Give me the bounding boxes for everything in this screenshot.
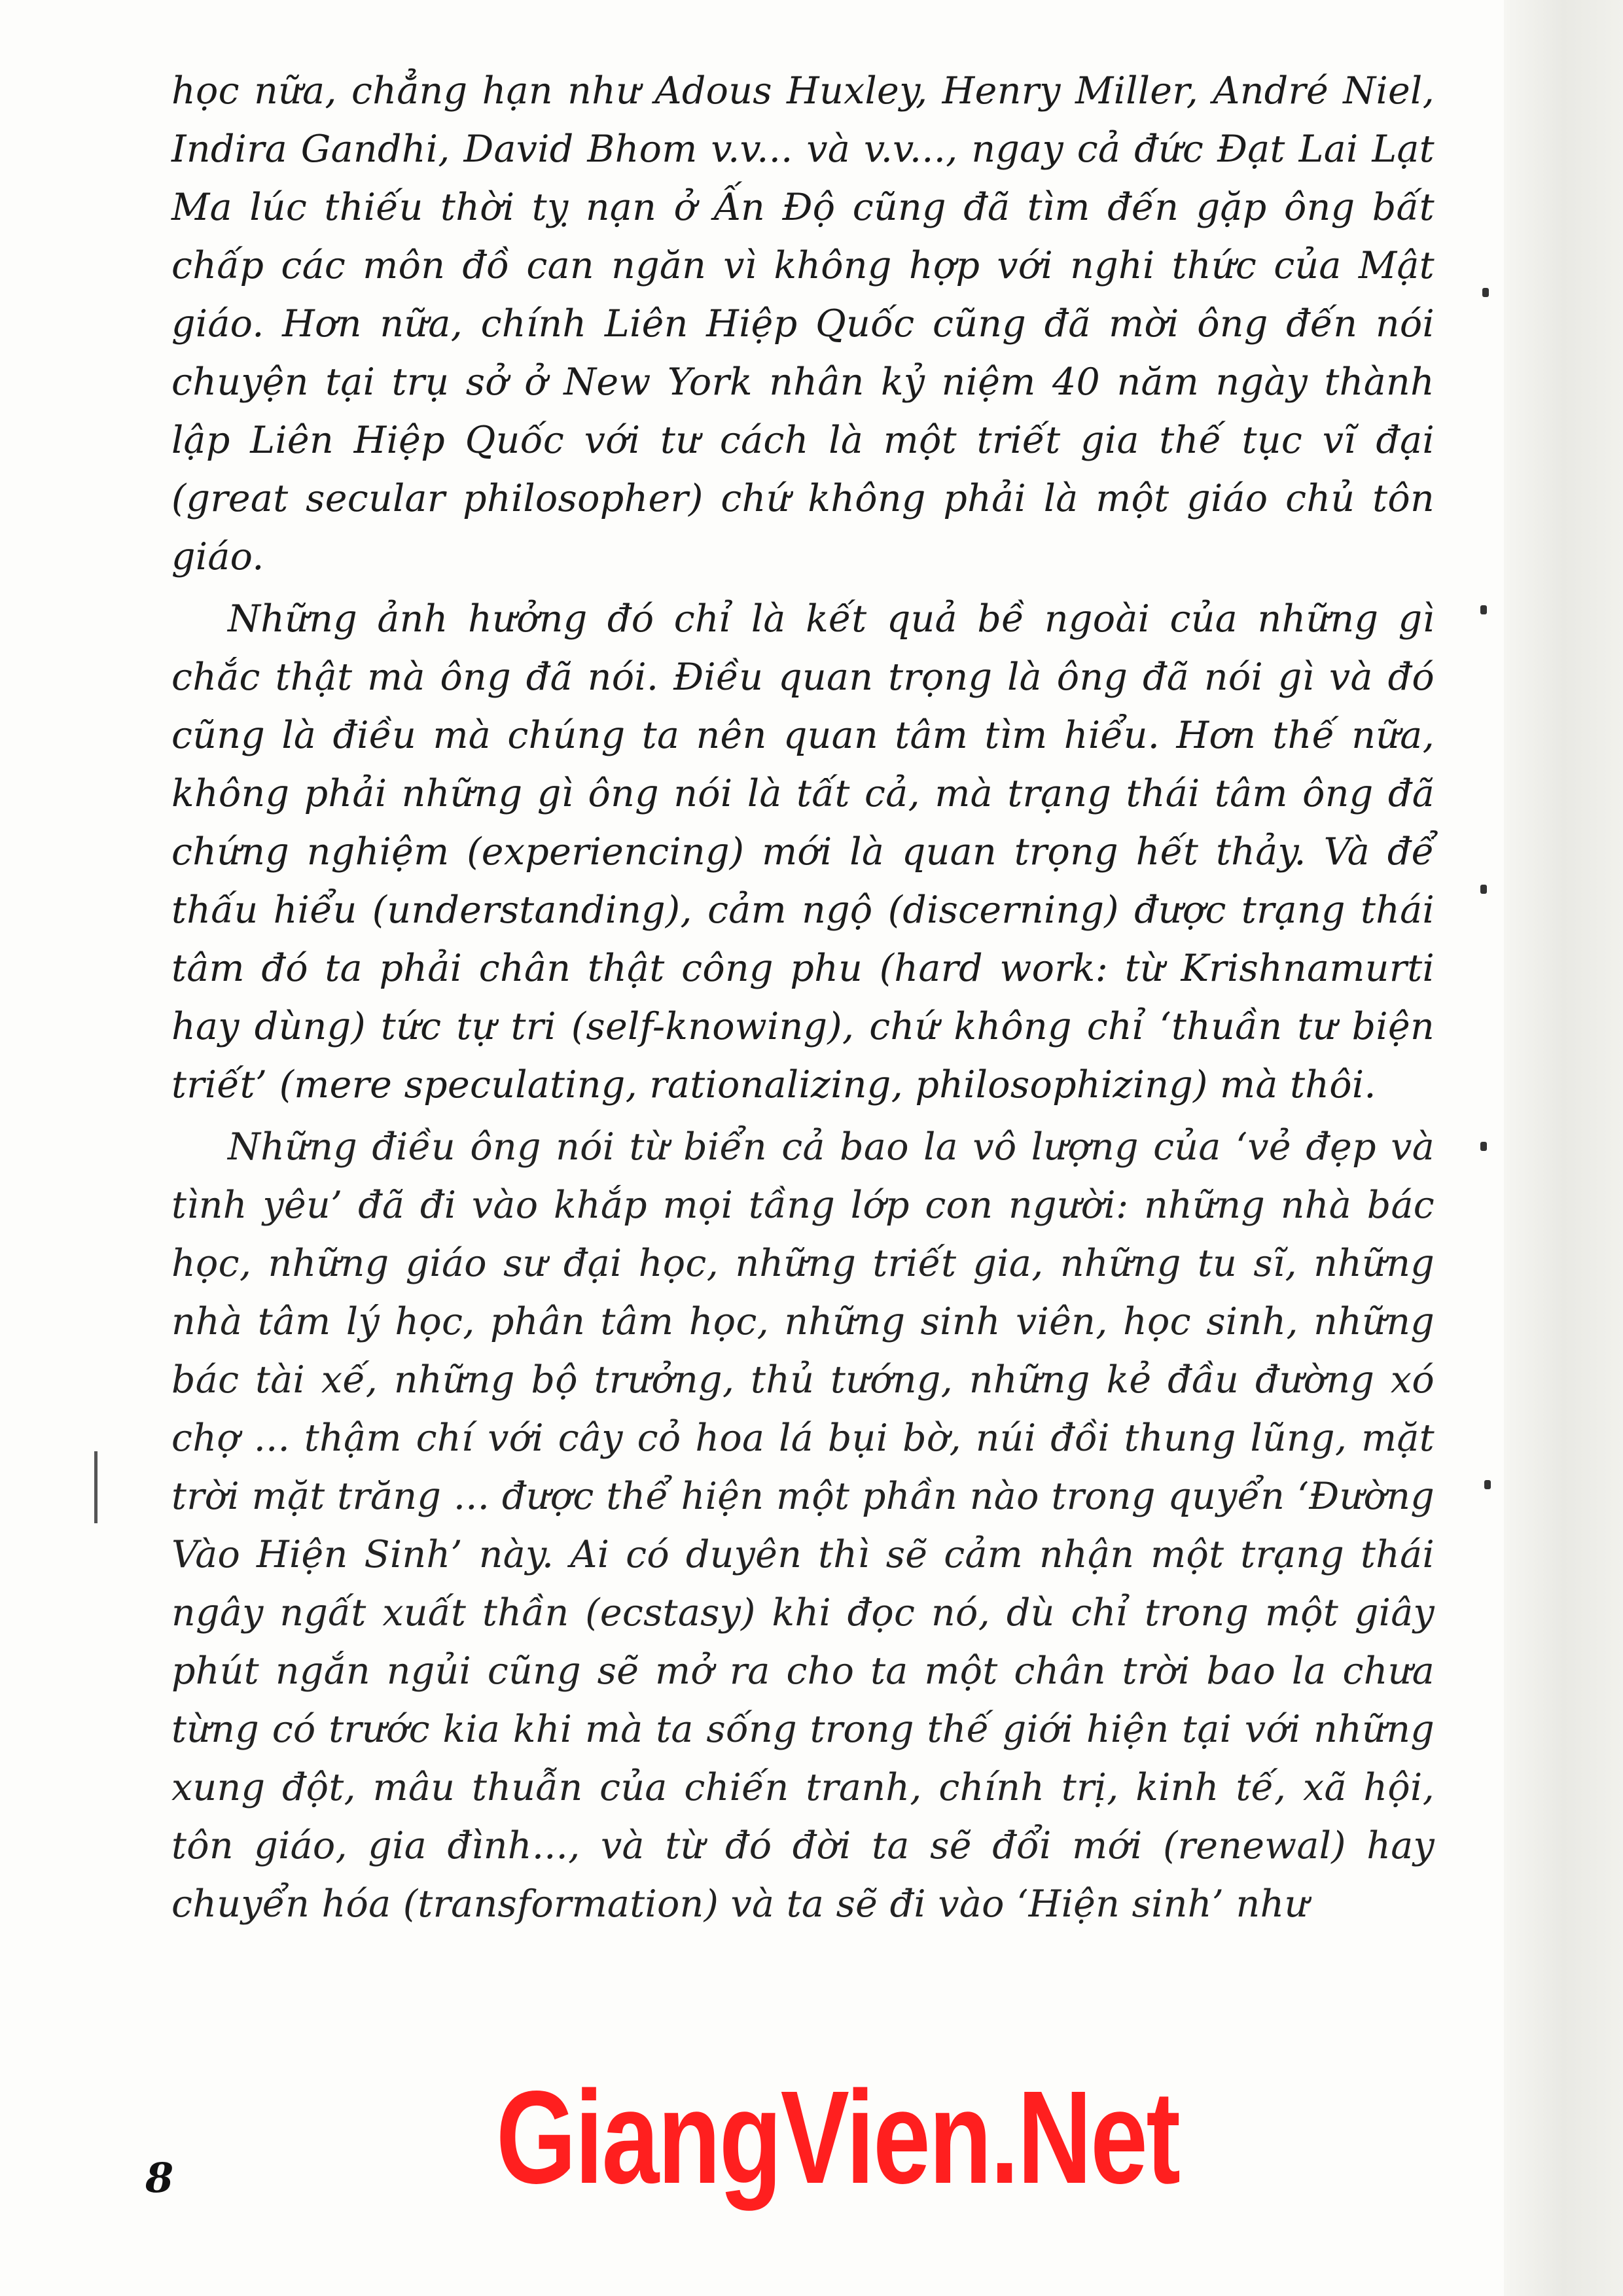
edge-mark bbox=[1480, 1142, 1487, 1151]
body-text bbox=[171, 62, 1435, 1934]
edge-mark bbox=[1482, 288, 1489, 297]
edge-mark bbox=[1480, 605, 1487, 614]
edge-mark bbox=[1480, 885, 1487, 894]
binding-mark bbox=[94, 1451, 98, 1523]
edge-mark bbox=[1484, 1480, 1491, 1489]
page-number: 8 bbox=[145, 2154, 174, 2202]
watermark: GiangVien.Net bbox=[496, 2063, 1179, 2211]
paragraph-1: học nữa, chẳng hạn như Adous Huxley, Henry Miller, André Niel, Indira Gandhi, David Bhom v.v... và v.v..., ngay cả đức Đạt Lai Lạt Ma lúc thiếu thời tỵ nạn ở Ấn Độ cũng đã tìm đến gặp ông bất chấp các môn đồ can ngăn vì không hợp với nghi thức của Mật giáo. Hơn nữa, chính Liên Hiệp Quốc cũng đã mời ông đến nói chuyện tại trụ sở ở New York nhân kỷ niệm 40 năm ngày thành lập Liên Hiệp Quốc với tư cách là một triết gia thế tục vĩ đại (great secular philosopher) chứ không phải là một giáo chủ tôn giáo. bbox=[171, 69, 1435, 578]
paragraph-2: Những ảnh hưởng đó chỉ là kết quả bề ngoài của những gì chắc thật mà ông đã nói. Điều quan trọng là ông đã nói gì và đó cũng là điều mà chúng ta nên quan tâm tìm hiểu. Hơn thế nữa, không phải những gì ông nói là tất cả, mà trạng thái tâm ông đã chứng nghiệm (experiencing) mới là quan trọng hết thảy. Và để thấu hiểu (understanding), cảm ngộ (discerning) được trạng thái tâm đó ta phải chân thật công phu (hard work: từ Krishnamurti hay dùng) tức tự tri (self-knowing), chứ không chỉ ‘thuần tư biện triết’ (mere speculating, rationalizing, philosophizing) mà thôi. bbox=[171, 597, 1435, 1106]
page-edge-shadow bbox=[1504, 0, 1623, 2296]
paragraph-3: Những điều ông nói từ biển cả bao la vô lượng của ‘vẻ đẹp và tình yêu’ đã đi vào khắp mọi tầng lớp con người: những nhà bác học, những giáo sư đại học, những triết gia, những tu sĩ, những nhà tâm lý học, phân tâm học, những sinh viên, học sinh, những bác tài xế, những bộ trưởng, thủ tướng, những kẻ đầu đường xó chợ ... thậm chí với cây cỏ hoa lá bụi bờ, núi đồi thung lũng, mặt trời mặt trăng ... được thể hiện một phần nào trong quyển ‘Đường Vào Hiện Sinh’ này. Ai có duyên thì sẽ cảm nhận một trạng thái ngây ngất xuất thần (ecstasy) khi đọc nó, dù chỉ trong một giây phút ngắn ngủi cũng sẽ mở ra cho ta một chân trời bao la chưa từng có trước kia khi mà ta sống trong thế giới hiện tại với những xung đột, mâu thuẫn của chiến tranh, chính trị, kinh tế, xã hội, tôn giáo, gia đình..., và từ đó đời ta sẽ đổi mới (renewal) hay chuyển hóa (transformation) và ta sẽ đi vào ‘Hiện sinh’ như bbox=[171, 1125, 1435, 1926]
